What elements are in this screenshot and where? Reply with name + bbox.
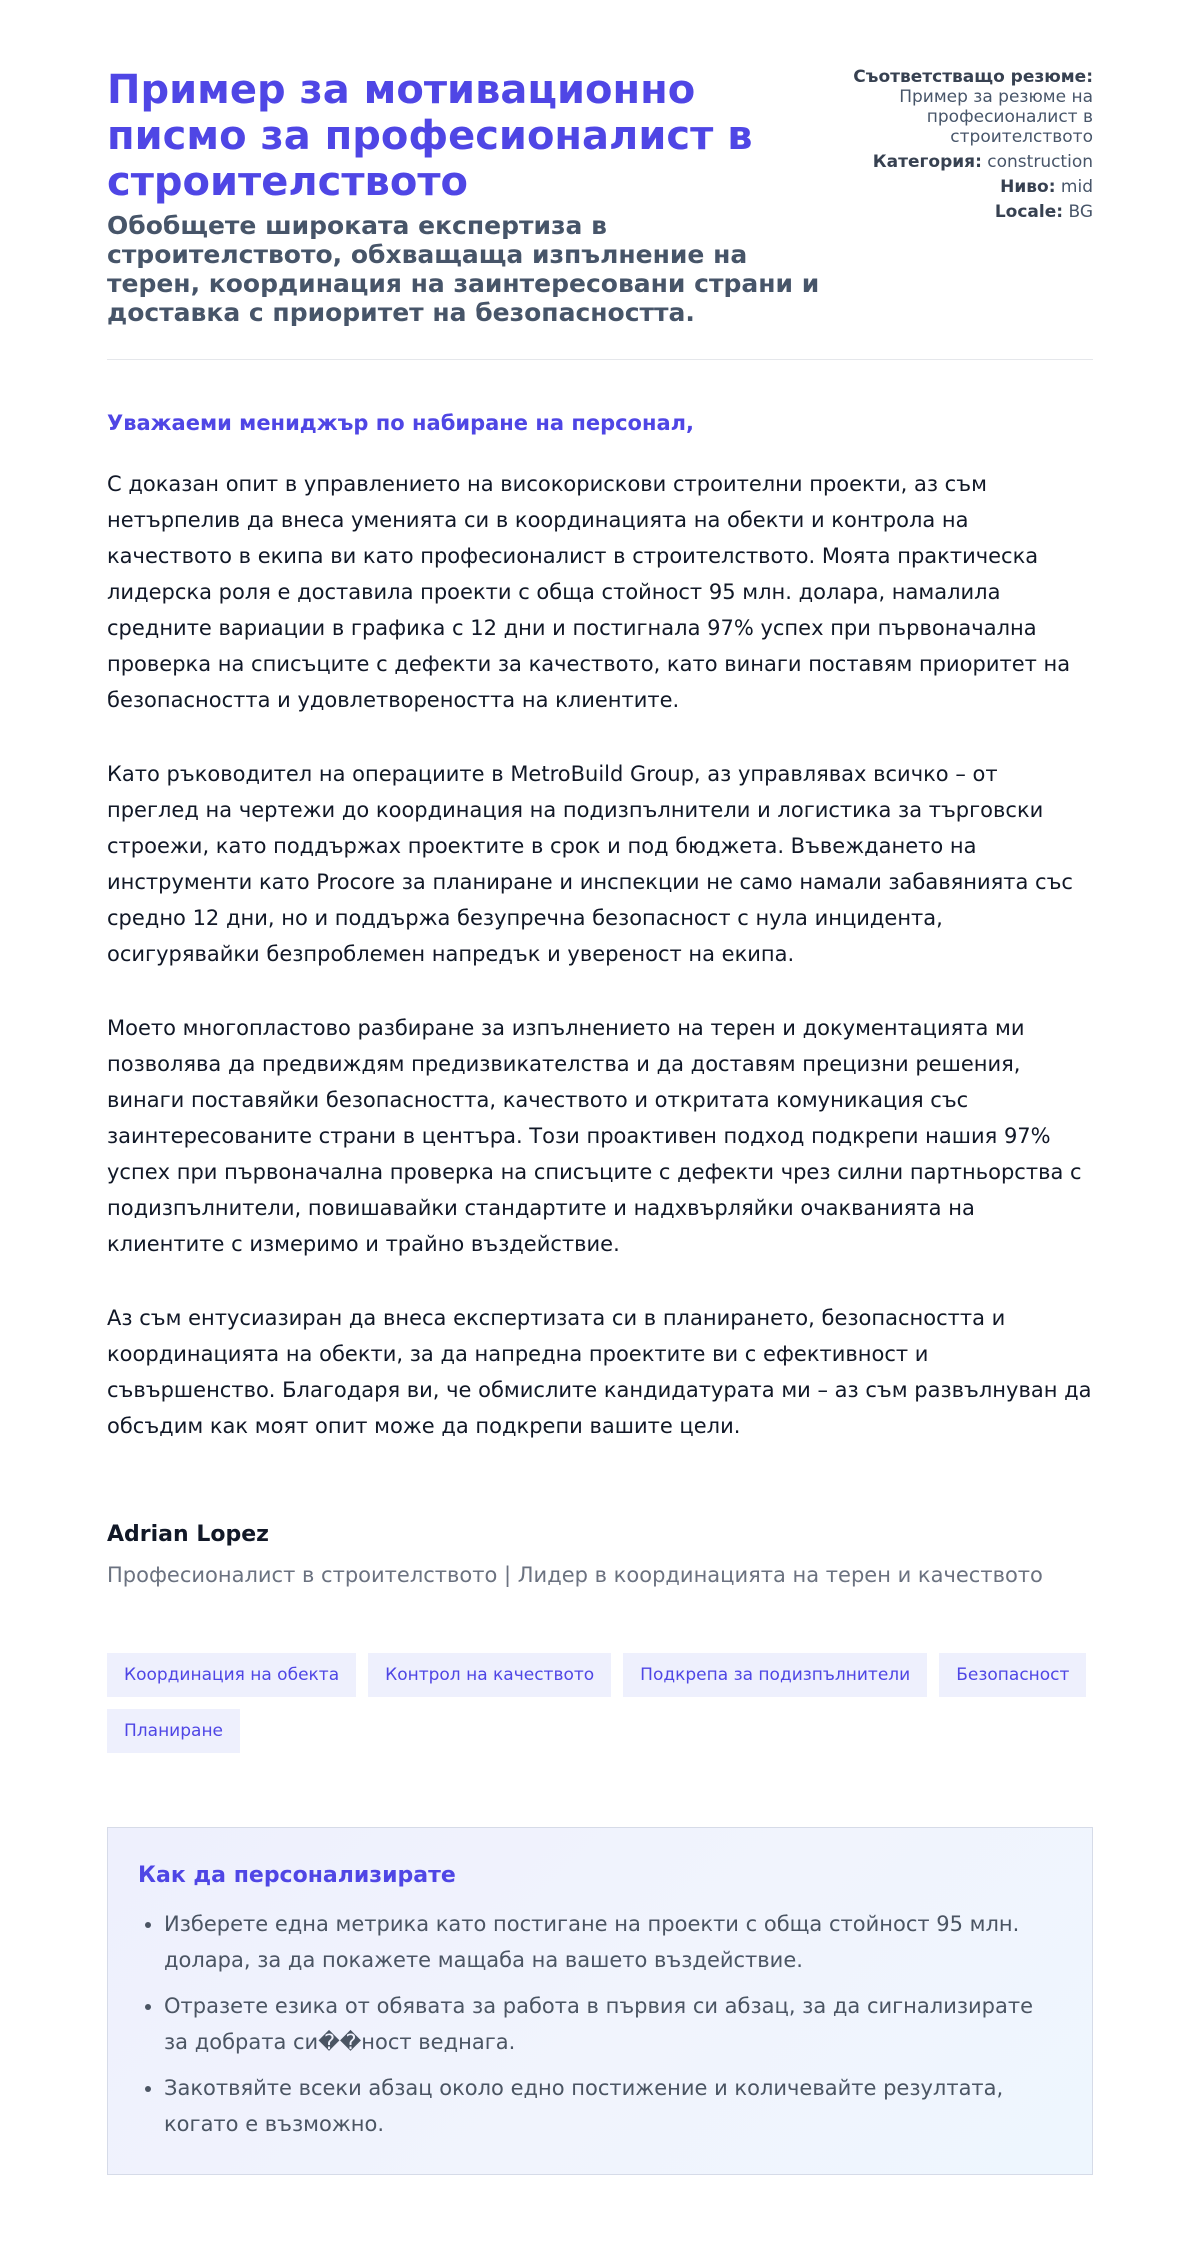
- tips-title: Как да персонализирате: [138, 1863, 456, 1888]
- meta-locale: [853, 202, 1093, 222]
- signature-role: Професионалист в строителството | Лидер в координацията на терен и качеството: [107, 1563, 1043, 1587]
- tip-item: • Отразете езика от обявата за работа в първия си абзац, за да сигнализирате за добрата си��ност веднага.: [164, 1988, 1062, 2060]
- letter-paragraph: С доказан опит в управлението на високорискови строителни проекти, аз съм нетърпелив да внеса уменията си в координацията на обекти и контрола на качеството в екипа ви като професионалист в строителството. Моята практическа лидерска роля е доставила проекти с обща стойност 95 млн. долара, намалила средните вариации в графика с 12 дни и постигнала 97% успех при първоначална проверка на списъците с дефекти за качеството, като винаги поставям приоритет на безопасността и удовлетвореността на клиентите.: [107, 472, 1071, 712]
- meta-category: [853, 152, 1093, 172]
- meta-resume: [853, 67, 1093, 147]
- tip-item: • Изберете една метрика като постигане на проекти с обща стойност 95 млн. долара, за да покажете мащаба на вашето въздействие.: [164, 1906, 1062, 1978]
- letter-paragraph: Аз съм ентусиазиран да внеса експертизата си в планирането, безопасността и координацията на обекти, за да напредна проектите ви с ефективност и съвършенство. Благодаря ви, че обмислите кандидатурата ми – аз съм развълнуван да обсъдим как моят опит може да подкрепи вашите цели.: [107, 1306, 1092, 1438]
- letter-paragraph: Моето многопластово разбиране за изпълнението на терен и документацията ми позволява да предвиждям предизвикателства и да доставям прецизни решения, винаги поставяйки безопасността, качеството и откритата комуникация със заинтересованите страни в центъра. Този проактивен подход подкрепи нашия 97% успех при първоначална проверка на списъците с дефекти чрез силни партньорства с подизпълнители, повишавайки стандартите и надхвърляйки очакванията на клиентите с измеримо и трайно въздействие.: [107, 1016, 1082, 1256]
- meta-level: [853, 177, 1093, 197]
- skill-tags: [107, 1653, 1107, 1753]
- tips-list: [138, 1906, 1062, 2142]
- meta-resume-label: Съответстващо резюме:: [853, 67, 1093, 87]
- skill-tag: Координация на обекта: [107, 1653, 356, 1697]
- skill-tag: Безопасност: [939, 1653, 1086, 1697]
- tip-item: • Закотвяйте всеки абзац около едно постижение и количевайте резултата, когато е възможно.: [164, 2070, 1062, 2142]
- page-title: Пример за мотивационно писмо за професионалист в строителството: [107, 67, 753, 205]
- signature-block: [107, 1521, 1093, 1589]
- skill-tag: Подкрепа за подизпълнители: [623, 1653, 927, 1697]
- skill-tag: Планиране: [107, 1709, 240, 1753]
- meta-category-label: Категория:: [872, 152, 982, 172]
- signature-name: Adrian Lopez: [107, 1522, 269, 1547]
- meta-category-value: construction: [987, 152, 1093, 172]
- skill-tag: Контрол на качеството: [368, 1653, 611, 1697]
- meta-locale-value: BG: [1068, 202, 1093, 222]
- meta-level-value: mid: [1060, 177, 1093, 197]
- letter-greeting: Уважаеми мениджър по набиране на персонал,: [107, 411, 695, 435]
- meta-locale-label: Locale:: [994, 202, 1064, 222]
- header-text: [107, 67, 847, 327]
- letter-paragraph: Като ръководител на операциите в MetroBuild Group, аз управлявах всичко – от преглед на чертежи до координация на подизпълнители и логистика за търговски строежи, като поддържах проектите в срок и под бюджета. Въвеждането на инструменти като Procore за планиране и инспекции не само намали забавянията със средно 12 дни, но и поддържа безупречна безопасност с нула инцидента, осигурявайки безпроблемен напредък и увереност на екипа.: [107, 762, 1073, 966]
- personalization-tips: [107, 1827, 1093, 2175]
- letter-body: [107, 410, 1093, 1444]
- page-header: [107, 67, 1093, 360]
- page-subtitle: Обобщете широката експертиза в строителството, обхващаща изпълнение на терен, координация на заинтересовани страни и доставка с приоритет на безопасността.: [107, 211, 820, 327]
- meta-resume-value: Пример за резюме на професионалист в строителството: [899, 87, 1093, 147]
- meta-level-label: Ниво:: [1000, 177, 1056, 197]
- meta-panel: [853, 67, 1093, 227]
